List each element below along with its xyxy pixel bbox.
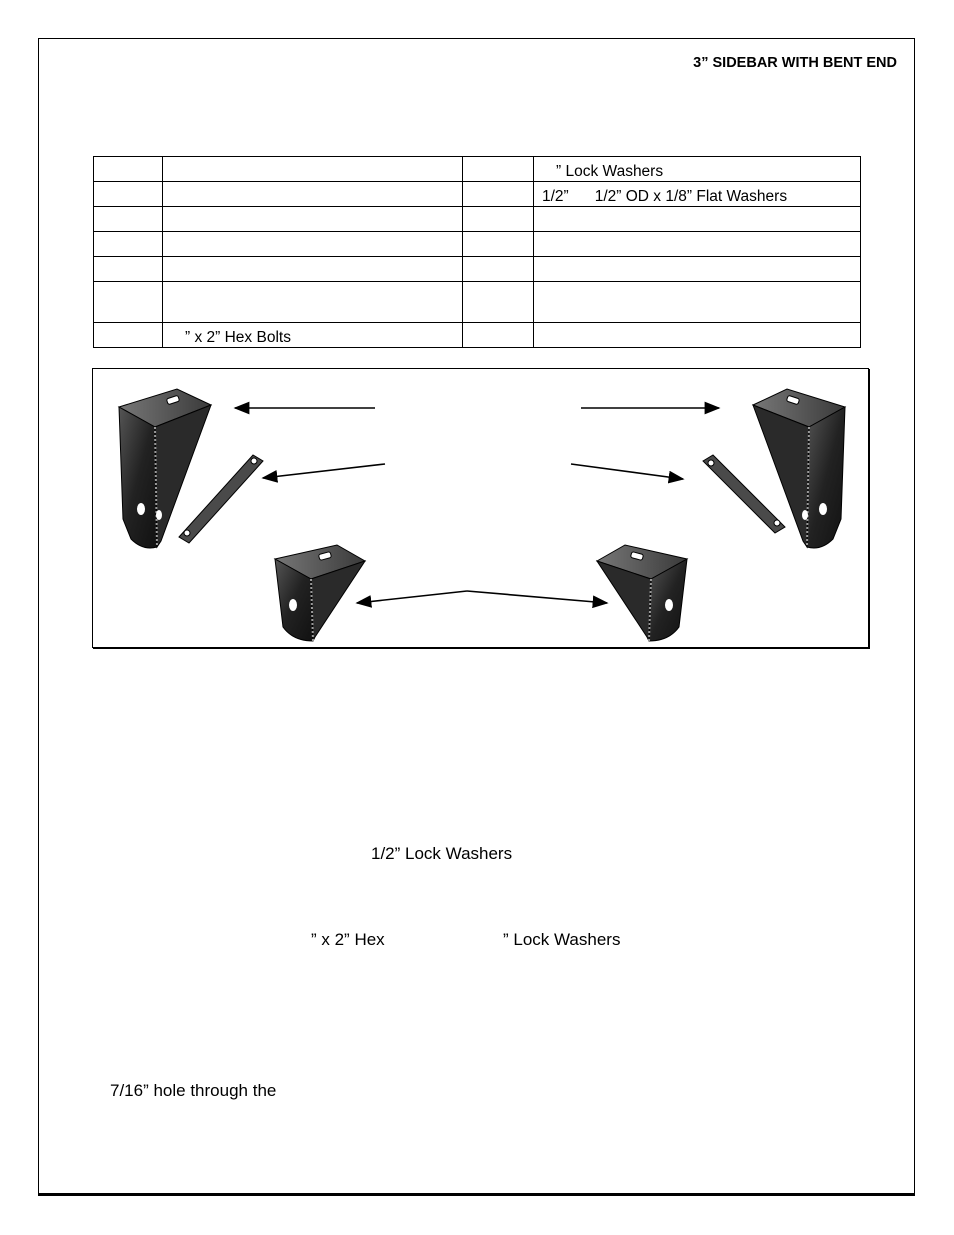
arrow-to-left-strap <box>263 464 385 478</box>
part-cell <box>534 257 861 282</box>
bracket-bottom-left <box>275 545 365 641</box>
instruction-text: 7/16” hole through the <box>110 1081 277 1100</box>
qty-cell <box>94 157 163 182</box>
page-title: 3” SIDEBAR WITH BENT END <box>693 55 897 71</box>
arrow-to-bottom-left-bracket <box>357 591 467 603</box>
qty-cell <box>94 232 163 257</box>
table-row <box>94 157 861 182</box>
part-cell: ” x 2” Hex Bolts <box>163 323 463 348</box>
qty-cell <box>94 323 163 348</box>
part-cell <box>534 282 861 323</box>
bracket-bottom-right <box>597 545 687 641</box>
part-cell <box>534 232 861 257</box>
part-cell <box>163 182 463 207</box>
strap-left <box>179 455 263 543</box>
arrow-to-right-strap <box>571 464 683 479</box>
part-cell <box>534 182 861 207</box>
qty-cell <box>463 257 534 282</box>
part-cell <box>534 207 861 232</box>
parts-illustration <box>92 368 869 648</box>
table-row <box>94 207 861 232</box>
qty-cell <box>463 323 534 348</box>
qty-cell <box>463 232 534 257</box>
part-cell <box>163 257 463 282</box>
qty-cell <box>94 207 163 232</box>
part-cell <box>163 207 463 232</box>
qty-cell <box>94 182 163 207</box>
table-row <box>94 257 861 282</box>
table-row <box>94 232 861 257</box>
strap-right <box>703 455 785 533</box>
qty-cell <box>463 207 534 232</box>
qty-cell <box>94 257 163 282</box>
parts-list-table <box>93 156 861 348</box>
instruction-text: ” x 2” Hex <box>311 930 385 949</box>
part-cell <box>534 323 861 348</box>
table-row <box>94 323 861 348</box>
qty-cell <box>94 282 163 323</box>
instruction-text: ” Lock Washers <box>503 930 621 949</box>
part-size: 1/2” <box>542 188 569 205</box>
qty-cell <box>463 182 534 207</box>
part-cell <box>163 232 463 257</box>
qty-cell <box>463 282 534 323</box>
parts-illustration-svg <box>93 369 870 649</box>
table-row <box>94 182 861 207</box>
table-row <box>94 282 861 323</box>
qty-cell <box>463 157 534 182</box>
instruction-text: 1/2” Lock Washers <box>371 844 513 863</box>
part-cell: ” Lock Washers <box>534 157 861 182</box>
part-description: 1/2” OD x 1/8” Flat Washers <box>594 188 788 205</box>
arrow-to-bottom-right-bracket <box>467 591 607 603</box>
part-cell <box>163 282 463 323</box>
part-cell <box>163 157 463 182</box>
